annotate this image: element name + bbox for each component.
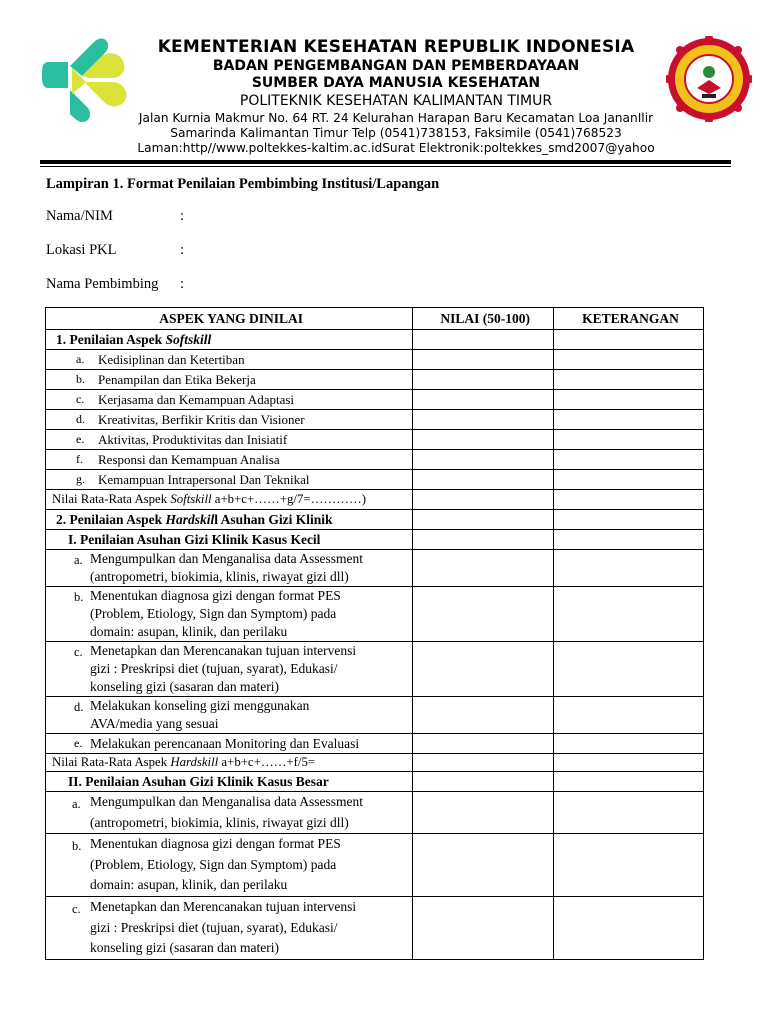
section-title: 1. Penilaian Aspek Softskill <box>46 330 413 350</box>
table-row <box>46 350 704 370</box>
note-cell[interactable] <box>554 330 704 350</box>
field-separator: : <box>180 208 185 224</box>
note-cell[interactable] <box>554 510 704 530</box>
table-row <box>46 430 704 450</box>
ministry-name: KEMENTERIAN KESEHATAN REPUBLIK INDONESIA <box>157 37 635 57</box>
score-cell[interactable] <box>413 370 554 390</box>
assessment-table <box>45 307 704 960</box>
table-row <box>46 410 704 430</box>
criterion: e. Melakukan perencanaan Monitoring dan Evaluasi <box>46 734 413 754</box>
table-row <box>46 587 704 642</box>
field-nama-nim <box>46 208 184 225</box>
note-cell[interactable] <box>554 350 704 370</box>
address-line-1: Jalan Kurnia Makmur No. 64 RT. 24 Kelurahan Harapan Baru Kecamatan Loa Janan‌Ilir <box>138 111 654 125</box>
note-cell[interactable] <box>554 470 704 490</box>
criterion: c. Kerjasama dan Kemampuan Adaptasi <box>46 390 413 410</box>
hardskill-average-row <box>46 754 704 772</box>
note-cell[interactable] <box>554 450 704 470</box>
criterion: a. Kedisiplinan dan Ketertiban <box>46 350 413 370</box>
criterion: f. Responsi dan Kemampuan Analisa <box>46 450 413 470</box>
table-row <box>46 642 704 697</box>
letterhead <box>118 36 674 156</box>
average-formula: Nilai Rata-Rata Aspek Hardskill a+b+c+……+f/5= <box>46 754 413 772</box>
criterion: g. Kemampuan Intrapersonal Dan Teknikal <box>46 470 413 490</box>
field-label: Nama/NIM <box>46 208 113 224</box>
header-aspek: ASPEK YANG DINILAI <box>46 308 413 330</box>
table-row <box>46 450 704 470</box>
institution-name: POLITEKNIK KESEHATAN KALIMANTAN TIMUR <box>239 93 553 109</box>
address-line-2: Samarinda Kalimantan Timur Telp (0541)738153, Faksimile (0541)768523 <box>170 126 622 140</box>
note-cell[interactable] <box>554 792 704 834</box>
criterion: c. Menetapkan dan Merencanakan tujuan intervensi gizi : Preskripsi diet (tujuan, syarat), Edukasi/ konseling gizi (sasaran dan materi) <box>46 642 413 697</box>
note-cell[interactable] <box>554 734 704 754</box>
score-cell[interactable] <box>413 530 554 550</box>
note-cell[interactable] <box>554 642 704 697</box>
score-cell[interactable] <box>413 734 554 754</box>
field-separator: : <box>180 242 185 258</box>
table-row <box>46 792 704 834</box>
table-row <box>46 834 704 897</box>
criterion: b. Penampilan dan Etika Bekerja <box>46 370 413 390</box>
poltekkes-seal-icon <box>666 36 752 122</box>
header-keterangan: KETERANGAN <box>554 308 704 330</box>
criterion: a. Mengumpulkan dan Menganalisa data Assessment (antropometri, biokimia, klinis, riwayat gizi dll) <box>46 550 413 587</box>
softskill-average-row <box>46 490 704 510</box>
document-title: Lampiran 1. Format Penilaian Pembimbing Institusi/Lapangan <box>46 176 440 192</box>
score-cell[interactable] <box>413 470 554 490</box>
score-cell[interactable] <box>413 510 554 530</box>
subsection-kasus-besar-row <box>46 772 704 792</box>
score-cell[interactable] <box>413 697 554 734</box>
average-formula: Nilai Rata-Rata Aspek Softskill a+b+c+……+g/7=…………) <box>46 490 413 510</box>
note-cell[interactable] <box>554 550 704 587</box>
field-separator: : <box>180 276 185 292</box>
field-label: Nama Pembimbing <box>46 276 159 292</box>
table-row <box>46 550 704 587</box>
criterion: d. Kreativitas, Berfikir Kritis dan Visioner <box>46 410 413 430</box>
note-cell[interactable] <box>554 410 704 430</box>
header-rule-thick <box>40 160 731 164</box>
score-cell[interactable] <box>413 772 554 792</box>
header-nilai: NILAI (50-100) <box>413 308 554 330</box>
score-cell[interactable] <box>413 490 554 510</box>
criterion: a. Mengumpulkan dan Menganalisa data Assessment (antropometri, biokimia, klinis, riwayat gizi dll) <box>46 792 413 834</box>
kemenkes-logo-icon <box>42 32 128 124</box>
criterion: c. Menetapkan dan Merencanakan tujuan intervensi gizi : Preskripsi diet (tujuan, syarat), Edukasi/ konseling gizi (sasaran dan materi) <box>46 897 413 960</box>
score-cell[interactable] <box>413 897 554 960</box>
note-cell[interactable] <box>554 587 704 642</box>
score-cell[interactable] <box>413 587 554 642</box>
note-cell[interactable] <box>554 897 704 960</box>
score-cell[interactable] <box>413 390 554 410</box>
score-cell[interactable] <box>413 430 554 450</box>
note-cell[interactable] <box>554 390 704 410</box>
score-cell[interactable] <box>413 350 554 370</box>
section-softskill-row <box>46 330 704 350</box>
criterion: d. Melakukan konseling gizi menggunakan AVA/media yang sesuai <box>46 697 413 734</box>
table-row <box>46 370 704 390</box>
table-row <box>46 734 704 754</box>
criterion: b. Menentukan diagnosa gizi dengan format PES (Problem, Etiology, Sign dan Symptom) pada domain: asupan, klinik, dan perilaku <box>46 834 413 897</box>
note-cell[interactable] <box>554 834 704 897</box>
score-cell[interactable] <box>413 550 554 587</box>
note-cell[interactable] <box>554 430 704 450</box>
note-cell[interactable] <box>554 697 704 734</box>
score-cell[interactable] <box>413 834 554 897</box>
table-row <box>46 390 704 410</box>
criterion: b. Menentukan diagnosa gizi dengan format PES (Problem, Etiology, Sign dan Symptom) pada domain: asupan, klinik, dan perilaku <box>46 587 413 642</box>
subsection-kasus-kecil-row <box>46 530 704 550</box>
score-cell[interactable] <box>413 792 554 834</box>
address-line-3: Laman:http//www.poltekkes-kaltim.ac.idSurat Elektronik:poltekkes_smd2007@yahoo <box>137 141 655 155</box>
agency-line-2: SUMBER DAYA MANUSIA KESEHATAN <box>251 75 541 91</box>
note-cell[interactable] <box>554 754 704 772</box>
section-title: 2. Penilaian Aspek Hardskill Asuhan Gizi Klinik <box>46 510 413 530</box>
table-row <box>46 470 704 490</box>
subsection-title: I. Penilaian Asuhan Gizi Klinik Kasus Kecil <box>46 530 413 550</box>
section-hardskill-row <box>46 510 704 530</box>
score-cell[interactable] <box>413 330 554 350</box>
note-cell[interactable] <box>554 772 704 792</box>
field-label: Lokasi PKL <box>46 242 117 258</box>
table-row <box>46 897 704 960</box>
score-cell[interactable] <box>413 410 554 430</box>
score-cell[interactable] <box>413 450 554 470</box>
note-cell[interactable] <box>554 490 704 510</box>
table-header-row <box>46 308 704 330</box>
table-row <box>46 697 704 734</box>
header-rule-thin <box>40 166 731 167</box>
subsection-title: II. Penilaian Asuhan Gizi Klinik Kasus Besar <box>46 772 413 792</box>
score-cell[interactable] <box>413 642 554 697</box>
field-nama-pembimbing <box>46 276 184 293</box>
note-cell[interactable] <box>554 370 704 390</box>
agency-line-1: BADAN PENGEMBANGAN DAN PEMBERDAYAAN <box>212 58 580 74</box>
note-cell[interactable] <box>554 530 704 550</box>
field-lokasi-pkl <box>46 242 184 259</box>
score-cell[interactable] <box>413 754 554 772</box>
criterion: e. Aktivitas, Produktivitas dan Inisiatif <box>46 430 413 450</box>
